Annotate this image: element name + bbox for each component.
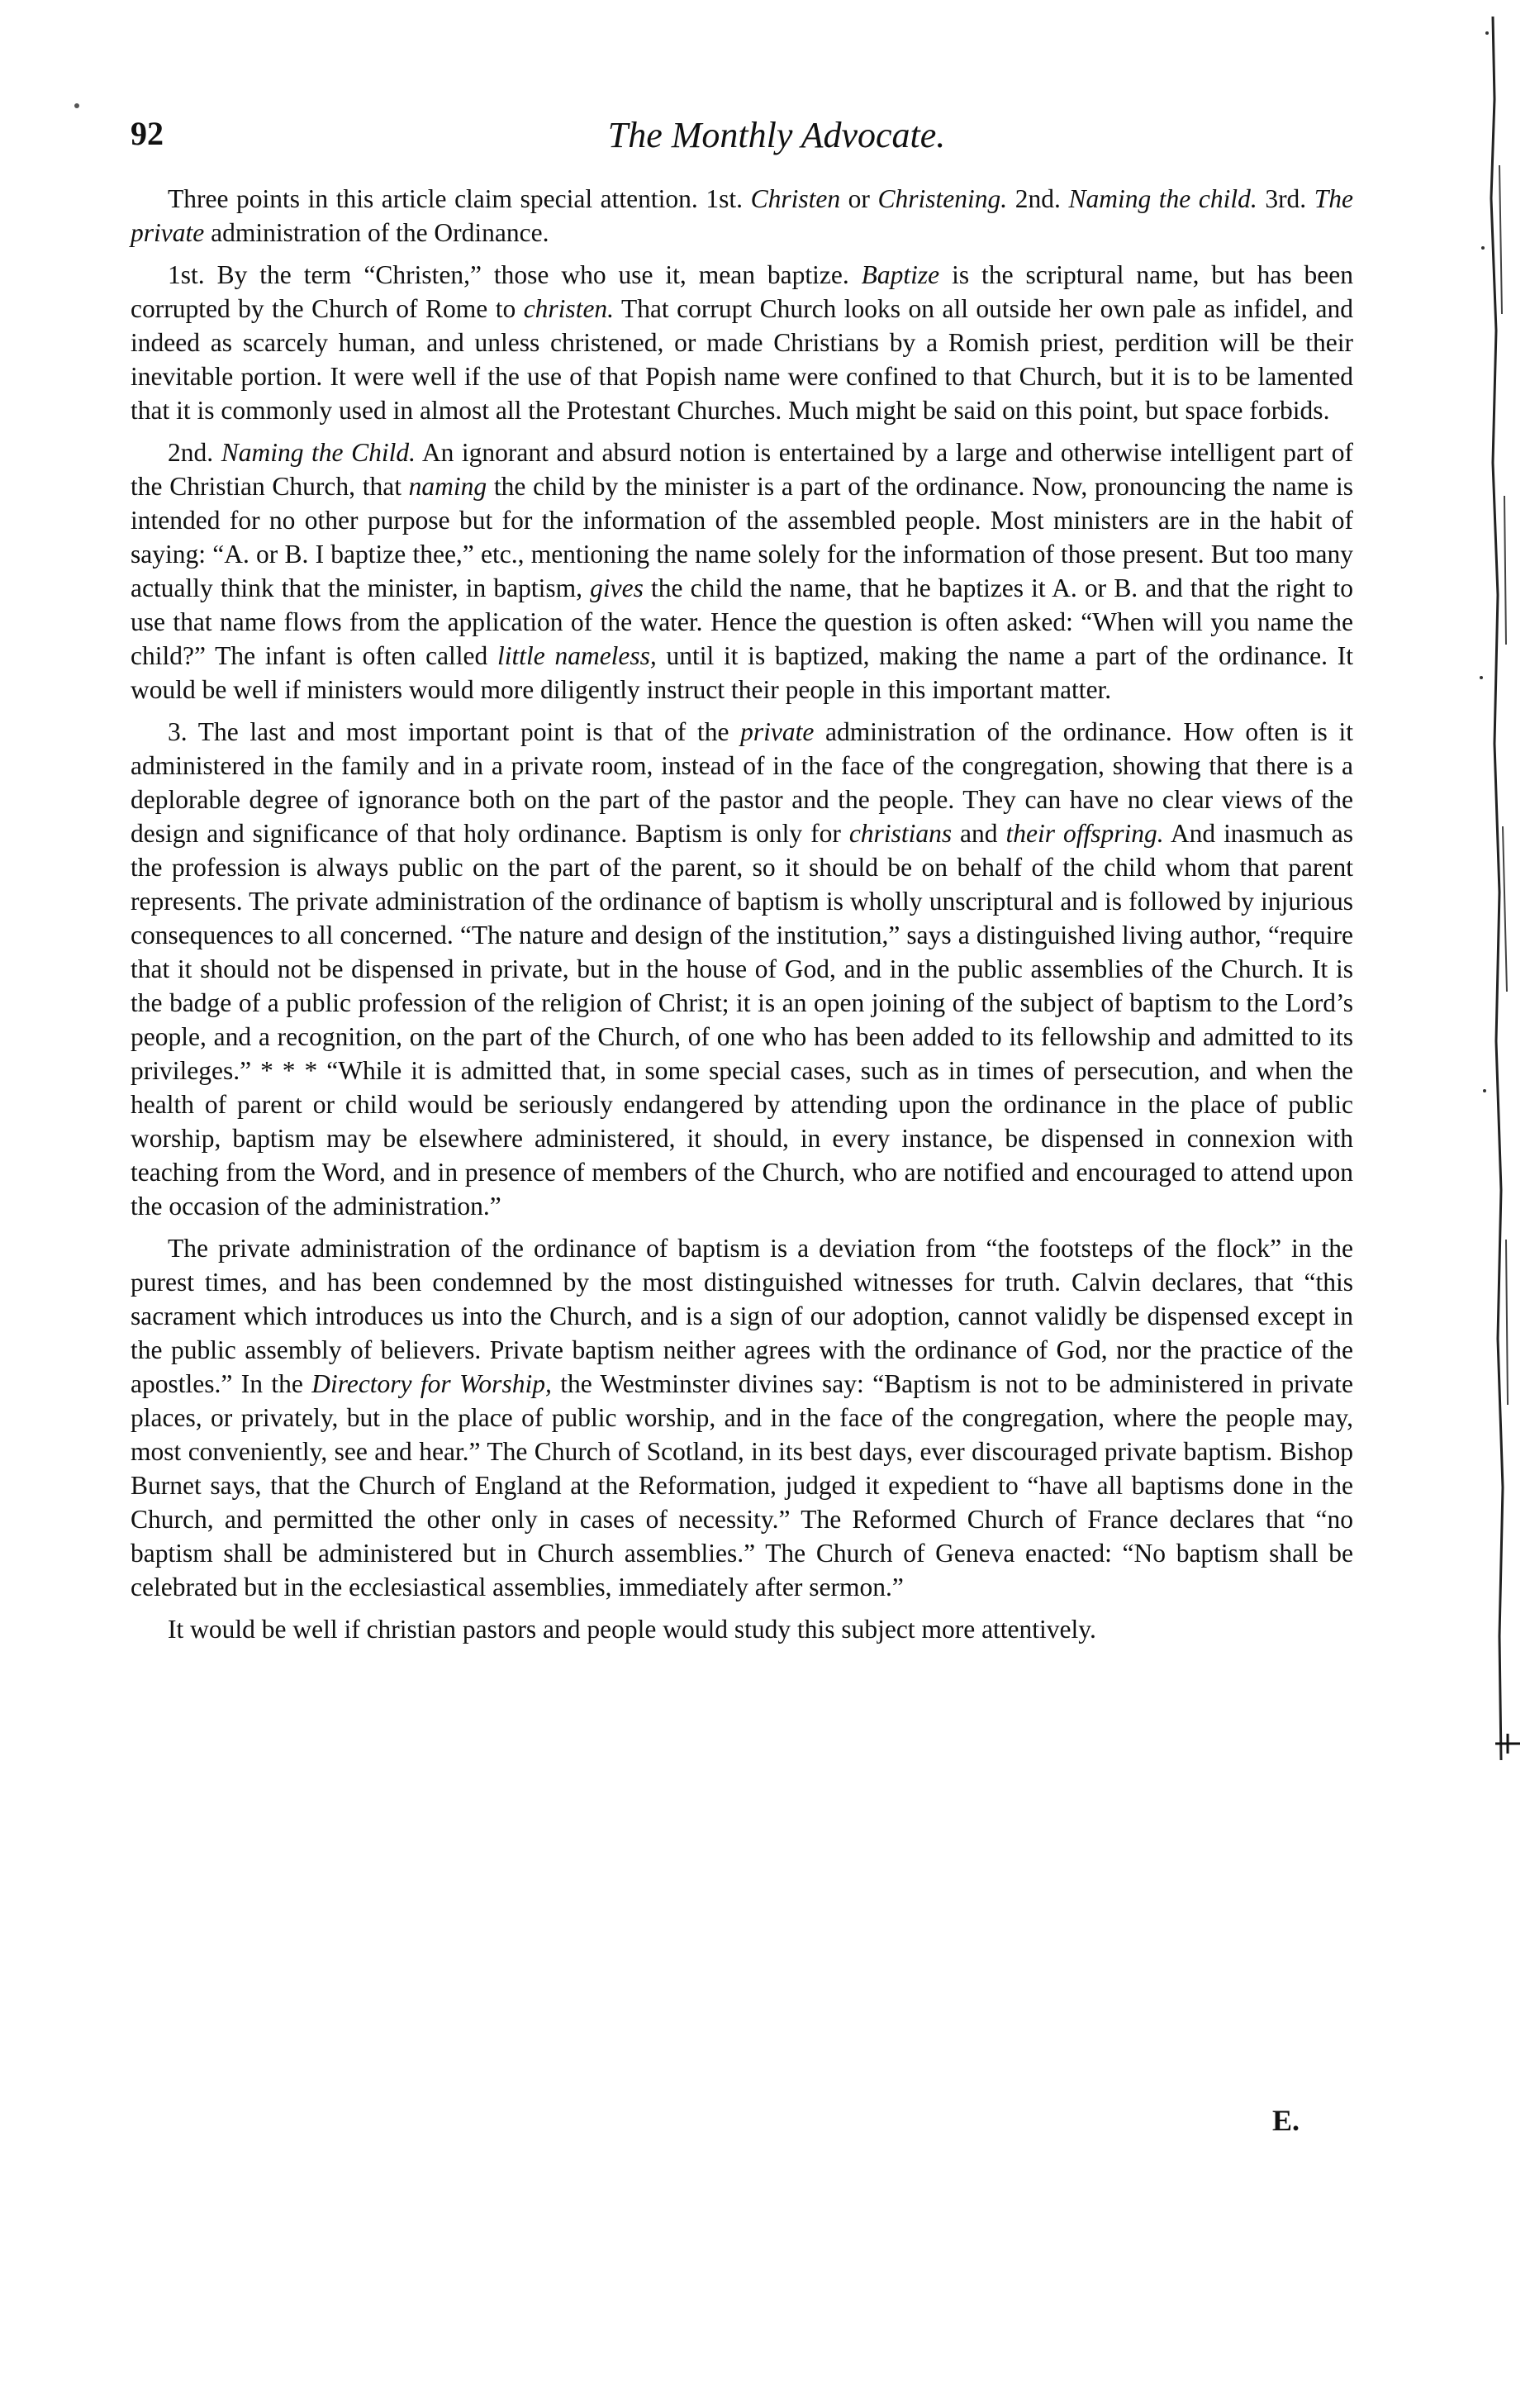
article-body — [131, 182, 1353, 1654]
paragraph-conclusion: It would be well if christian pastors and people would study this subject more attentively. — [168, 1615, 1096, 1644]
binding-edge-noise — [1442, 0, 1530, 1777]
paragraph-private-administration: 3. The last and most important point is that of the private administration of the ordinance. How often is it administered in the family and in a private room, instead of in the face of the congregation, showing that there is a deplorable degree of ignorance both on the part of the pastor and the people. They can have no clear views of the design and significance of that holy ordinance. Baptism is only for christians and their offspring. And inasmuch as the profession is always public on the part of the parent, so it should be on behalf of the child whom that parent represents. The private administration of the ordinance of baptism is wholly unscriptural and is followed by injurious consequences to all concerned. “The nature and design of the institution,” says a distinguished living author, “require that it should not be dispensed in private, but in the house of God, and in the public assemblies of the Church. It is the badge of a public profession of the religion of Christ; it is an open joining of the subject of baptism to the Lord’s people, and a recognition, on the part of the Church, of one who has been added to its fellowship and admitted to its privileges.” * * * “While it is admitted that, in some special cases, such as in times of persecution, and when the health of parent or child would be seriously endangered by attending upon the ordinance in the place of public worship, baptism may be elsewhere administered, it should, in every instance, be dispensed in connexion with teaching from the Word, and in presence of members of the Church, who are notified and encouraged to attend upon the occasion of the administration.” — [131, 717, 1354, 1221]
paragraph-christen: 1st. By the term “Christen,” those who use it, mean baptize. Baptize is the scriptural name, but has been corrupted by the Church of Rome to christen. That corrupt Church looks on all outside her own pale as infidel, and indeed as scarcely human, and unless christened, or made Christians by a Romish priest, perdition will be their inevitable portion. It were well if the use of that Popish name were confined to that Church, but it is to be lamented that it is commonly used in almost all the Protestant Churches. Much might be said on this point, but space forbids. — [131, 260, 1353, 425]
running-title: The Monthly Advocate. — [607, 115, 946, 155]
paragraph-naming: 2nd. Naming the Child. An ignorant and absurd notion is entertained by a large and otherwise intelligent part of the Christian Church, that naming the child by the minister is a part of the ordinance. Now, pronouncing the name is intended for no other purpose but for the information of the assembled people. Most ministers are in the habit of saying: “A. or B. I baptize thee,” etc., mentioning the name solely for the information of those present. But too many actually think that the minister, in baptism, gives the child the name, that he baptizes it A. or B. and that the right to use that name flows from the application of the water. Hence the question is often asked: “When will you name the child?” The infant is often called little nameless, until it is baptized, making the name a part of the ordinance. It would be well if ministers would more diligently instruct their people in this important matter. — [131, 438, 1354, 704]
paragraph-intro: Three points in this article claim special attention. 1st. Christen or Christening. 2nd. Naming the child. 3rd. The private administration of the Ordinance. — [131, 184, 1354, 247]
margin-mark — [1491, 1727, 1524, 1760]
ink-speck — [74, 103, 79, 108]
paragraph-deviation: The private administration of the ordinance of baptism is a deviation from “the footsteps of the flock” in the purest times, and has been condemned by the most distinguished witnesses for truth. Calvin declares, that “this sacrament which introduces us into the Church, and is a sign of our adoption, cannot validly be dispensed except in the public assembly of believers. Private baptism neither agrees with the ordinance of God, nor the practice of the apostles.” In the Directory for Worship, the Westminster divines say: “Baptism is not to be administered in private places, or privately, but in the place of public worship, and in the face of the congregation, where the people may, most conveniently, see and hear.” The Church of Scotland, in its best days, ever discouraged private baptism. Bishop Burnet says, that the Church of England at the Reformation, judged it expedient to “have all baptisms done in the Church, and permitted the other only in cases of necessity.” The Reformed Church of France declares that “no baptism shall be administered but in Church assemblies.” The Church of Geneva enacted: “No baptism shall be celebrated but in the ecclesiastical assemblies, immediately after sermon.” — [131, 1234, 1354, 1601]
page-number: 92 — [131, 115, 164, 152]
author-signature: E. — [1272, 2104, 1300, 2137]
